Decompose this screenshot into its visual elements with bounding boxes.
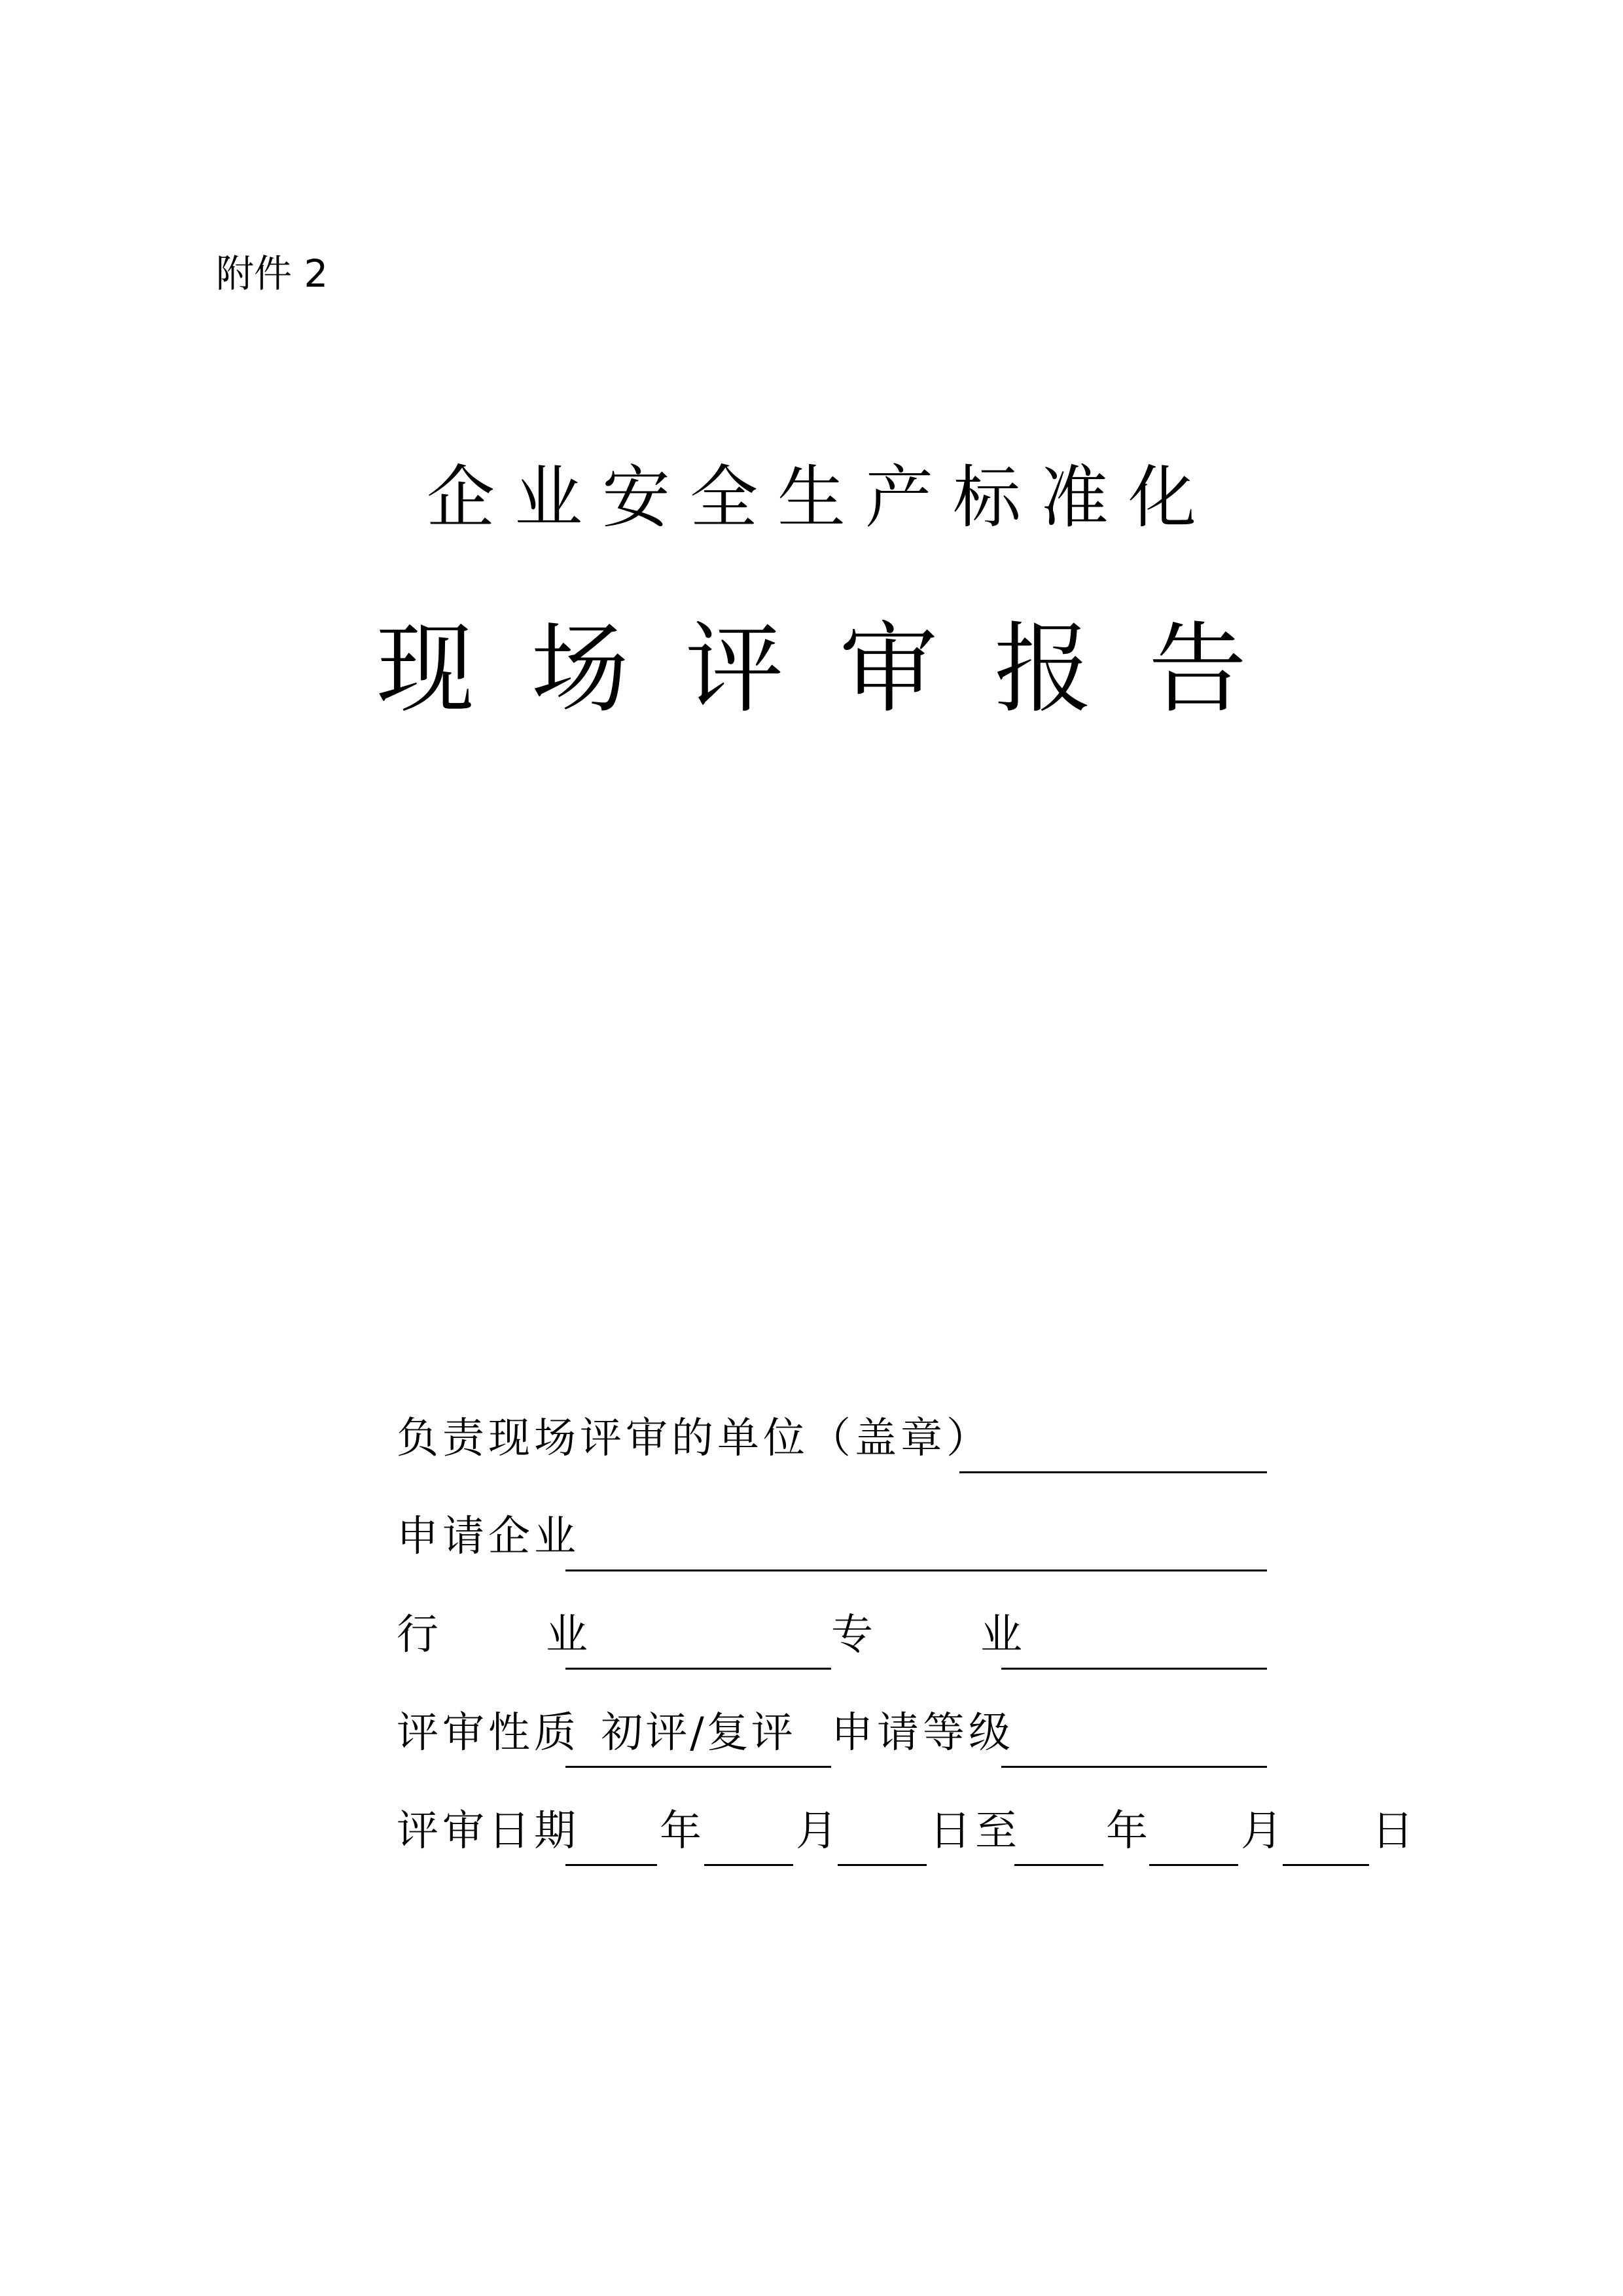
title-line-2: 现场评审报告 <box>376 613 1303 726</box>
applicant-label: 申请企业 <box>397 1513 580 1561</box>
end-year-field[interactable] <box>1014 1799 1103 1866</box>
day-to-label: 日至 <box>929 1807 1021 1856</box>
start-year-field[interactable] <box>565 1799 657 1866</box>
apply-grade-field[interactable] <box>1001 1700 1267 1768</box>
industry-field[interactable] <box>565 1602 831 1670</box>
title-line-1: 企业安全生产标准化 <box>426 457 1216 537</box>
applicant-field[interactable] <box>565 1504 1267 1571</box>
responsible-unit-row <box>397 1406 1313 1504</box>
start-day-field[interactable] <box>838 1799 927 1866</box>
end-day-label: 日 <box>1372 1807 1418 1856</box>
specialty-field[interactable] <box>1001 1602 1267 1670</box>
responsible-unit-field[interactable] <box>959 1406 1267 1473</box>
start-month-field[interactable] <box>704 1799 793 1866</box>
end-month-field[interactable] <box>1149 1799 1238 1866</box>
start-year-label: 年 <box>660 1807 705 1856</box>
attachment-label: 附件 2 <box>216 251 329 296</box>
apply-grade-label: 申请等级 <box>831 1709 1014 1757</box>
review-date-row <box>397 1799 1418 1897</box>
end-month-label: 月 <box>1241 1807 1287 1856</box>
review-nature-label: 评审性质 <box>397 1709 580 1757</box>
responsible-unit-label: 负责现场评审的单位（盖章） <box>397 1414 992 1463</box>
start-month-label: 月 <box>796 1807 842 1856</box>
review-date-label: 评审日期 <box>397 1807 580 1856</box>
end-day-field[interactable] <box>1283 1799 1369 1866</box>
industry-label: 行 业 <box>397 1611 592 1659</box>
specialty-label: 专 业 <box>831 1611 1027 1659</box>
report-info-form <box>397 1406 1418 1897</box>
review-nature-field[interactable]: 初评/复评 <box>565 1700 831 1768</box>
industry-specialty-row <box>397 1602 1313 1700</box>
end-year-label: 年 <box>1106 1807 1152 1856</box>
applicant-row <box>397 1504 1313 1602</box>
review-nature-row <box>397 1700 1313 1799</box>
